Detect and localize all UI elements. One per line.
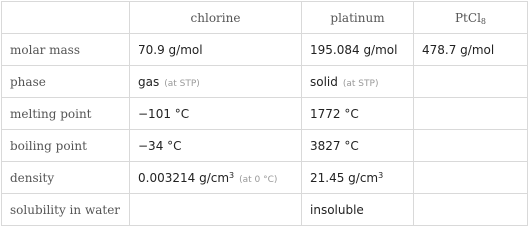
cell-ptcl8 xyxy=(414,66,528,98)
value-text: gas xyxy=(138,74,160,89)
table-row xyxy=(2,66,528,98)
exponent: 3 xyxy=(229,170,235,180)
value-text: 21.45 g/cm xyxy=(310,170,379,185)
header-row xyxy=(2,2,528,34)
row-label: phase xyxy=(2,66,130,98)
condition-note: (at STP) xyxy=(342,78,379,89)
cell-chlorine: −34 °C xyxy=(130,130,302,162)
table-row xyxy=(2,194,528,226)
cell-chlorine xyxy=(130,194,302,226)
exponent: 3 xyxy=(378,170,384,180)
formula-base: PtCl xyxy=(454,10,481,25)
condition-note: (at 0 °C) xyxy=(239,174,278,185)
cell-ptcl8 xyxy=(414,162,528,194)
cell-ptcl8 xyxy=(414,194,528,226)
value-text: 0.003214 g/cm xyxy=(138,170,230,185)
column-header-chlorine: chlorine xyxy=(130,2,302,34)
row-label: solubility in water xyxy=(2,194,130,226)
row-label: melting point xyxy=(2,98,130,130)
cell-platinum: 1772 °C xyxy=(302,98,414,130)
cell-ptcl8: 478.7 g/mol xyxy=(414,34,528,66)
cell-platinum: insoluble xyxy=(302,194,414,226)
cell-platinum: 3827 °C xyxy=(302,130,414,162)
table-row xyxy=(2,162,528,194)
cell-platinum xyxy=(302,66,414,98)
value-text: solid xyxy=(310,74,338,89)
column-header-platinum: platinum xyxy=(302,2,414,34)
cell-chlorine: 70.9 g/mol xyxy=(130,34,302,66)
row-label: molar mass xyxy=(2,34,130,66)
cell-platinum: 195.084 g/mol xyxy=(302,34,414,66)
column-header-ptcl8 xyxy=(414,2,528,34)
cell-chlorine xyxy=(130,162,302,194)
cell-chlorine: −101 °C xyxy=(130,98,302,130)
corner-cell xyxy=(2,2,130,34)
row-label: density xyxy=(2,162,130,194)
cell-ptcl8 xyxy=(414,130,528,162)
properties-table xyxy=(1,1,528,226)
row-label: boiling point xyxy=(2,130,130,162)
condition-note: (at STP) xyxy=(164,78,200,89)
cell-chlorine xyxy=(130,66,302,98)
table-row xyxy=(2,130,528,162)
formula-subscript: 8 xyxy=(480,16,486,26)
table-row xyxy=(2,98,528,130)
table-row xyxy=(2,34,528,66)
cell-ptcl8 xyxy=(414,98,528,130)
cell-platinum xyxy=(302,162,414,194)
